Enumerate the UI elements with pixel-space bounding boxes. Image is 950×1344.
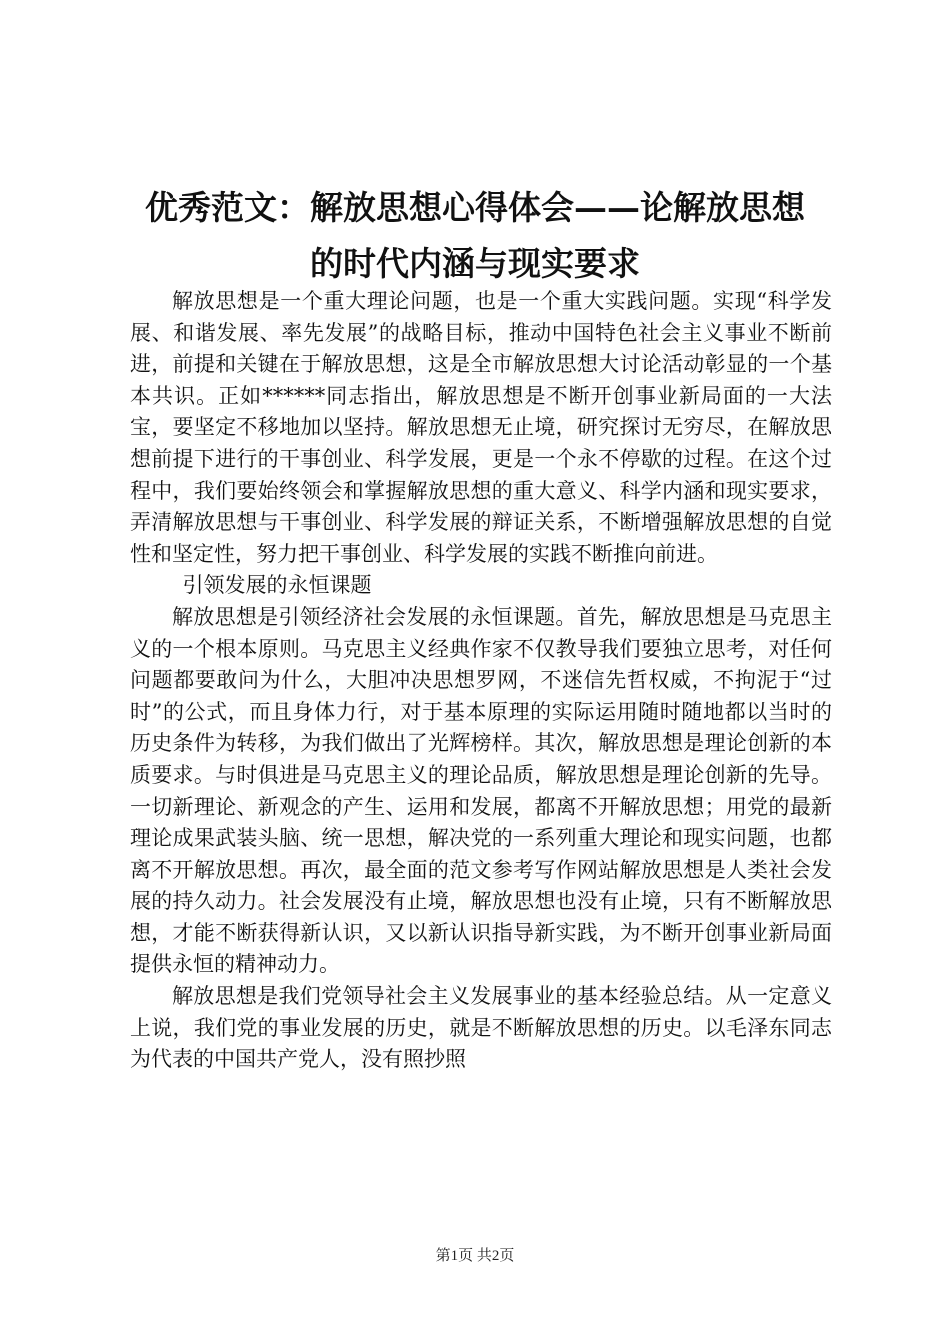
paragraph: 解放思想是引领经济社会发展的永恒课题。首先，解放思想是马克思主义的一个根本原则。马克思主义经典作家不仅教导我们要独立思考，对任何问题都要敢问为什么，大胆冲决思想罗网，不迷信先哲权威，不拘泥于“过时”的公式，而且身体力行，对于基本原理的实际运用随时随地都以当时的历史条件为转移，为我们做出了光辉榜样。其次，解放思想是理论创新的本质要求。与时俱进是马克思主义的理论品质，解放思想是理论创新的先导。一切新理论、新观念的产生、运用和发展，都离不开解放思想；用党的最新理论成果武装头脑、统一思想，解决党的一系列重大理论和现实问题，也都离不开解放思想。再次，最全面的范文参考写作网站解放思想是人类社会发展的持久动力。社会发展没有止境，解放思想也没有止境，只有不断解放思想，才能不断获得新认识，又以新认识指导新实践，为不断开创事业新局面提供永恒的精神动力。 [130,604,832,977]
paragraph: 解放思想是我们党领导社会主义发展事业的基本经验总结。从一定意义上说，我们党的事业发展的历史，就是不断解放思想的历史。以毛泽东同志为代表的中国共产党人，没有照抄照 [130,984,832,1072]
paragraph: 解放思想是一个重大理论问题，也是一个重大实践问题。实现“科学发展、和谐发展、率先发展”的战略目标，推动中国特色社会主义事业不断前进，前提和关键在于解放思想，这是全市解放思想大讨论活动彰显的一个基本共识。正如******同志指出，解放思想是不断开创事业新局面的一大法宝，要坚定不移地加以坚持。解放思想无止境，研究探讨无穷尽，在解放思想前提下进行的干事创业、科学发展，更是一个永不停歇的过程。在这个过程中，我们要始终领会和掌握解放思想的重大意义、科学内涵和现实要求，弄清解放思想与干事创业、科学发展的辩证关系，不断增强解放思想的自觉性和坚定性，努力把干事创业、科学发展的实践不断推向前进。 [130,289,832,566]
document-body [130,286,832,1076]
title-line-2: 的时代内涵与现实要求 [310,244,640,283]
document-title [110,180,840,292]
page-number-footer: 第1页 共2页 [435,1248,515,1264]
title-line-1: 优秀范文：解放思想心得体会——论解放思想 [145,188,805,227]
section-heading: 引领发展的永恒课题 [182,573,372,598]
